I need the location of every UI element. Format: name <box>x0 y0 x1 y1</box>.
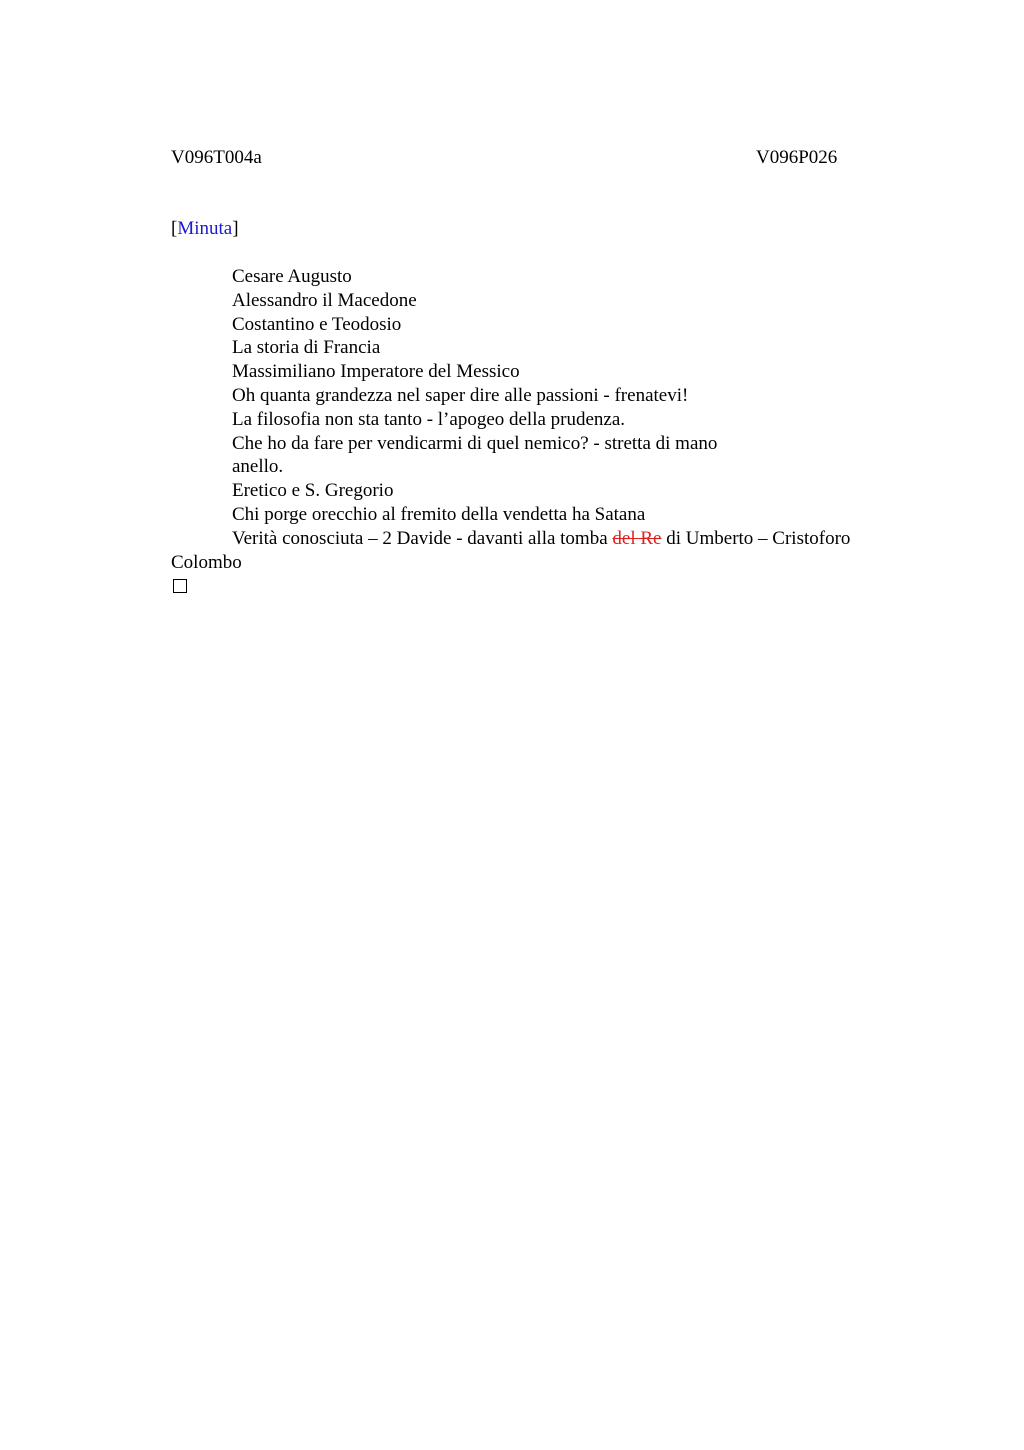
close-bracket: ] <box>232 218 239 239</box>
document-code: V096T004a <box>171 147 262 168</box>
text-after-deletion: di Umberto – Cristoforo <box>661 527 851 549</box>
minuta-label: Minuta <box>177 218 233 239</box>
text-line: La filosofia non sta tanto - l’apogeo della prudenza. <box>232 408 626 430</box>
open-bracket: [ <box>171 218 178 239</box>
text-line: Costantino e Teodosio <box>232 313 402 335</box>
section-label <box>171 217 239 241</box>
text-line-with-deletion <box>171 527 911 551</box>
text-line: anello. <box>232 456 284 478</box>
body-text <box>171 265 911 593</box>
text-line: Eretico e S. Gregorio <box>232 480 394 502</box>
text-line: Massimiliano Imperatore del Messico <box>232 361 520 383</box>
text-line: Alessandro il Macedone <box>232 289 417 311</box>
text-line: Che ho da fare per vendicarmi di quel nemico? - stretta di mano <box>232 432 718 454</box>
empty-square-icon <box>173 579 187 593</box>
text-line: Oh quanta grandezza nel saper dire alle passioni - frenatevi! <box>232 384 689 406</box>
text-before-deletion: Verità conosciuta – 2 Davide - davanti alla tomba <box>232 527 613 549</box>
text-line: La storia di Francia <box>232 337 381 359</box>
deleted-text: del Re <box>612 527 662 549</box>
text-line: Cesare Augusto <box>232 266 352 287</box>
page-code: V096P026 <box>756 147 838 168</box>
text-line: Chi porge orecchio al fremito della vendetta ha Satana <box>232 503 646 525</box>
text-line-continuation: Colombo <box>171 551 242 573</box>
